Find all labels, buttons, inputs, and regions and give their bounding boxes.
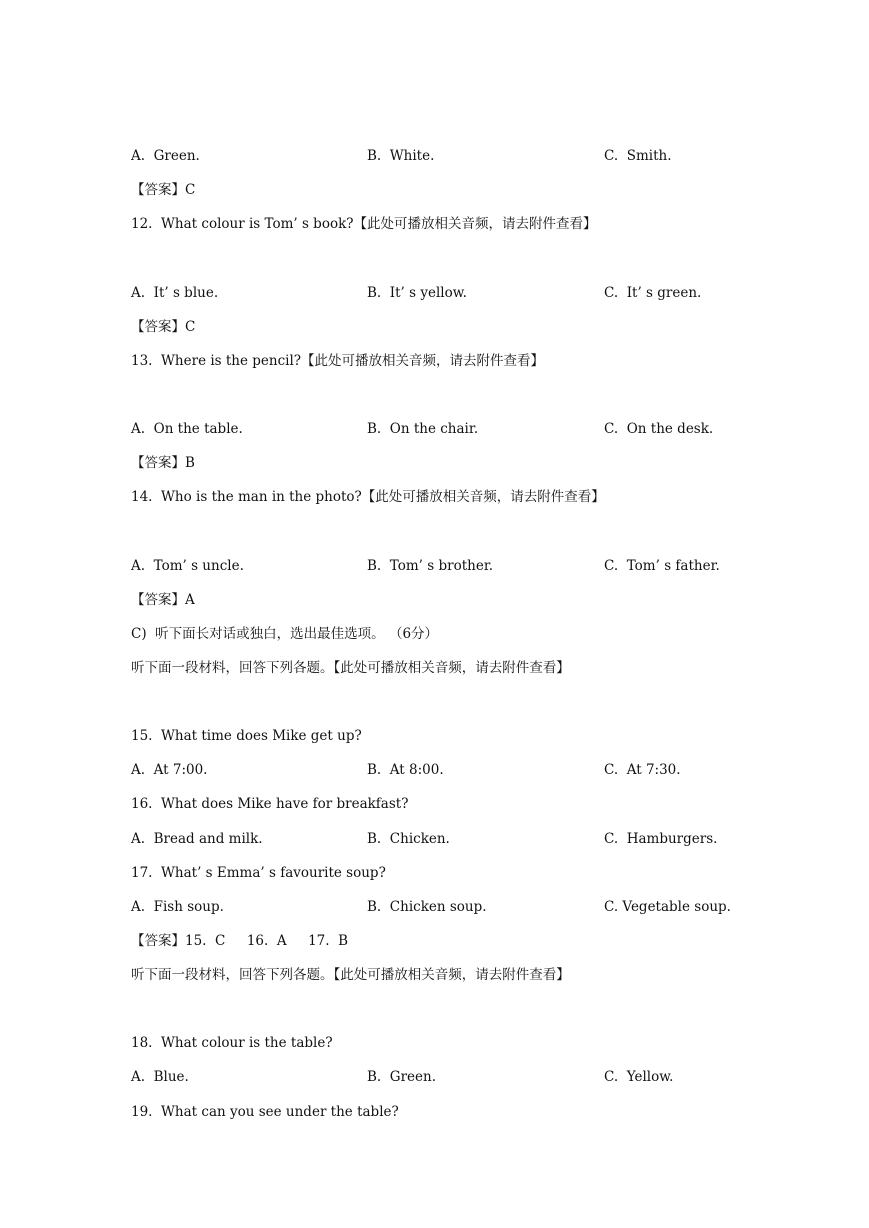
q13-option-b: B. On the chair. (367, 421, 479, 437)
q13-option-a: A. On the table. (131, 421, 243, 437)
q16-question: 16. What does Mike have for breakfast? (131, 796, 409, 812)
q17-option-c: C. Vegetable soup. (604, 899, 731, 915)
q13-option-c: C. On the desk. (604, 421, 714, 437)
q16-option-b: B. Chicken. (367, 831, 450, 847)
q17-option-a: A. Fish soup. (131, 899, 224, 915)
q11-option-b: B. White. (367, 148, 435, 164)
q18-question: 18. What colour is the table? (131, 1035, 333, 1051)
q15-option-c: C. At 7:30. (604, 762, 681, 778)
q11-option-c: C. Smith. (604, 148, 672, 164)
q11-answer: 【答案】C (131, 182, 196, 198)
material-1-intro: 听下面一段材料，回答下列各题。【此处可播放相关音频，请去附件查看】 (131, 660, 570, 676)
answers-15-17: 【答案】15. C 16. A 17. B (131, 933, 349, 949)
material-2-intro: 听下面一段材料，回答下列各题。【此处可播放相关音频，请去附件查看】 (131, 967, 570, 983)
q12-option-a: A. It’ s blue. (131, 285, 219, 301)
q15-option-a: A. At 7:00. (131, 762, 208, 778)
q15-option-b: B. At 8:00. (367, 762, 444, 778)
q14-question: 14. Who is the man in the photo?【此处可播放相关音频，请去附件查看】 (131, 489, 605, 505)
q17-question: 17. What’ s Emma’ s favourite soup? (131, 865, 386, 881)
q13-answer: 【答案】B (131, 455, 195, 471)
q18-option-b: B. Green. (367, 1069, 436, 1085)
q16-option-c: C. Hamburgers. (604, 831, 718, 847)
q12-option-c: C. It’ s green. (604, 285, 702, 301)
q12-option-b: B. It’ s yellow. (367, 285, 467, 301)
q14-option-c: C. Tom’ s father. (604, 558, 720, 574)
q11-option-a: A. Green. (131, 148, 200, 164)
q15-question: 15. What time does Mike get up? (131, 728, 362, 744)
q14-option-a: A. Tom’ s uncle. (131, 558, 244, 574)
q18-option-c: C. Yellow. (604, 1069, 674, 1085)
q18-option-a: A. Blue. (131, 1069, 189, 1085)
q12-question: 12. What colour is Tom’ s book?【此处可播放相关音频，请去附件查看】 (131, 216, 597, 232)
q19-question: 19. What can you see under the table? (131, 1104, 399, 1120)
section-c-heading: C) 听下面长对话或独白，选出最佳选项。 （6分） (131, 626, 439, 642)
q14-answer: 【答案】A (131, 592, 195, 608)
q17-option-b: B. Chicken soup. (367, 899, 487, 915)
q14-option-b: B. Tom’ s brother. (367, 558, 494, 574)
q12-answer: 【答案】C (131, 319, 196, 335)
q13-question: 13. Where is the pencil?【此处可播放相关音频，请去附件查看】 (131, 353, 545, 369)
q16-option-a: A. Bread and milk. (131, 831, 263, 847)
